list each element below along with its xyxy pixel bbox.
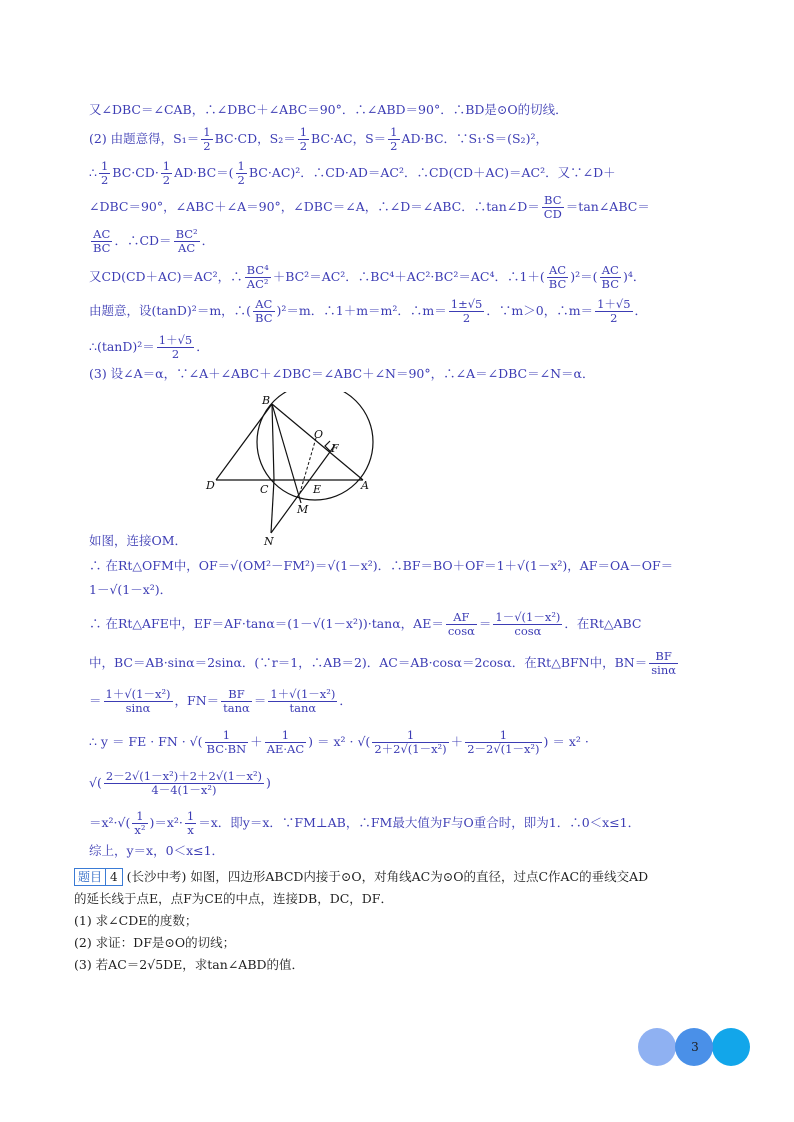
solution-line-12: ∴ 在Rt△AFE中，EF＝AF·tanα＝(1－√(1－x²))·tanα，AE＝ $\frac{AF}{\cos\alpha}$ ＝ $\frac{\text{1－√(1－x²)}}{\cos\alpha}$ ．在Rt△ABC (89, 610, 642, 638)
segment-bm (272, 404, 301, 503)
fraction: $\frac{1}{\text{2－2√(1－x²)}}$ (467, 728, 540, 756)
page-number: 3 (691, 1040, 699, 1054)
solution-line-7: 由题意，设(tanD)²＝m，∴( $\frac{AC}{BC}$ )²＝m．∴1＋m＝m²．∴m＝ $\frac{1\pm√5}{2}$ ．∵m＞0，∴m＝ $\frac{1+√5}{2}$ ． (89, 297, 648, 325)
segment-cn (271, 480, 274, 533)
label-o: O (314, 428, 324, 441)
solution-line-8: ∴(tanD)²＝ $\frac{1+√5}{2}$ ． (89, 333, 209, 361)
solution-line-17: ＝x²·√( $\frac{1}{\text{x²}}$ )＝x²· $\frac{1}{x}$ ＝x．即y＝x．∵FM⊥AB，∴FM最大值为F与O重合时，即为1．∴0＜x≤1． (89, 809, 641, 837)
fraction: $\frac{1}{2}$ (162, 159, 171, 187)
fraction: $\frac{1}{\text{x²}}$ (134, 809, 146, 837)
page-number-block (638, 1028, 750, 1066)
solution-line-6: 又CD(CD＋AC)＝AC²，∴ $\frac{\text{BC⁴}}{\text{AC²}}$ ＋BC²＝AC²．∴BC⁴＋AC²·BC²＝AC⁴．∴1＋( $\frac{AC}{BC}$ )²＝( $\frac{AC}{BC}$ )⁴． (89, 263, 646, 291)
fraction: $\frac{BF}{\sin\alpha}$ (651, 649, 677, 677)
fraction: $\frac{AC}{BC}$ (548, 263, 567, 291)
solution-line-5: $\frac{AC}{BC}$ ．∴CD＝ $\frac{\text{BC²}}{AC}$ ． (93, 227, 215, 255)
problem-question-3: (3) 若AC＝2√5DE，求tan∠ABD的值． (74, 957, 305, 972)
fraction: $\frac{1}{2}$ (100, 159, 109, 187)
geometry-figure (200, 392, 390, 552)
fraction: $\frac{\text{BC²}}{AC}$ (175, 227, 198, 255)
problem-line-1: 题目 4 (长沙中考) 如图，四边形ABCD内接于⊙O，对角线AC为⊙O的直径，过点C作AC的垂线交AD (74, 868, 734, 886)
solution-line-14: ＝ $\frac{\text{1＋√(1－x²)}}{\sin\alpha}$ ，FN＝ $\frac{BF}{\tan\alpha}$ ＝ $\frac{\text{1＋√(1－x²)}}{\tan\alpha}$ ． (89, 687, 352, 715)
label-d: D (206, 479, 215, 492)
fraction: $\frac{\text{1＋√(1－x²)}}{\sin\alpha}$ (105, 687, 171, 715)
label-b: B (262, 394, 271, 407)
fraction: $\frac{BC}{CD}$ (543, 193, 562, 221)
fraction: $\frac{1}{AE\cdot AC}$ (266, 728, 305, 756)
fraction: $\frac{1}{2}$ (299, 125, 308, 153)
solution-line-3: ∴ $\frac{1}{2}$ BC·CD· $\frac{1}{2}$ AD·BC＝( $\frac{1}{2}$ BC·AC)²．∴CD·AD＝AC²．∴CD(CD＋AC)＝AC²．又∵∠D＋ (89, 159, 616, 187)
solution-line-1: 又∠DBC＝∠CAB，∴∠DBC＋∠ABC＝90°．∴∠ABD＝90°．∴BD是⊙O的切线． (89, 102, 568, 117)
label-f: F (331, 442, 339, 455)
solution-line-16: √( $\frac{\text{2－2√(1－x²)＋2＋2√(1－x²)}}{\text{4－4(1－x²)}}$ ) (89, 769, 271, 797)
solution-line-9: (3) 设∠A＝α，∵∠A＋∠ABC＋∠DBC＝∠ABC＋∠N＝90°，∴∠A＝∠DBC＝∠N＝α． (89, 366, 595, 381)
solution-line-13: 中，BC＝AB·sinα＝2sinα．(∵r＝1，∴AB＝2)．AC＝AB·cosα＝2cosα．在Rt△BFN中，BN＝ $\frac{BF}{\sin\alpha}$ (89, 649, 677, 677)
label-c: C (260, 483, 269, 496)
label-a: A (361, 479, 369, 492)
fraction: $\frac{\text{2－2√(1－x²)＋2＋2√(1－x²)}}{\text{4－4(1－x²)}}$ (105, 769, 263, 797)
fraction: $\frac{1+√5}{2}$ (597, 297, 631, 325)
solution-line-4: ∠DBC＝90°，∠ABC＋∠A＝90°，∠DBC＝∠A，∴∠D＝∠ABC．∴tan∠D＝ $\frac{BC}{CD}$ ＝tan∠ABC＝ (89, 193, 650, 221)
fraction: $\frac{\text{1－√(1－x²)}}{\cos\alpha}$ (495, 610, 561, 638)
fraction: $\frac{1\pm√5}{2}$ (450, 297, 483, 325)
fraction: $\frac{1}{\text{2＋2√(1－x²)}}$ (374, 728, 447, 756)
fraction: $\frac{1}{2}$ (390, 125, 398, 153)
problem-question-1: (1) 求∠CDE的度数； (74, 913, 198, 928)
fraction: $\frac{\text{BC⁴}}{\text{AC²}}$ (246, 263, 269, 291)
segment-bc (272, 404, 274, 480)
solution-line-15: ∴ y ＝ FE · FN · √( $\frac{1}{BC\cdot BN}$ ＋ $\frac{1}{AE\cdot AC}$ ) ＝ x² · √( $\frac{1}{\text{2＋2√(1－x²)}}$ ＋ $\frac{1}{\text{2－2√(1－x²)}}$ ) ＝ x² · (89, 728, 589, 756)
fraction: $\frac{AF}{\cos\alpha}$ (447, 610, 475, 638)
fraction: $\frac{BF}{\tan\alpha}$ (223, 687, 250, 715)
solution-line-11b: 1－√(1－x²)． (89, 582, 173, 597)
fraction: $\frac{1}{x}$ (186, 809, 195, 837)
solution-line-2: (2) 由题意得，S₁＝ $\frac{1}{2}$ BC·CD，S₂＝ $\frac{1}{2}$ BC·AC，S＝ $\frac{1}{2}$ AD·BC．∵S₁·S＝(S₂)²， (89, 125, 548, 153)
fraction: $\frac{AC}{BC}$ (255, 297, 273, 325)
label-n: N (264, 535, 274, 548)
fraction: $\frac{1}{2}$ (203, 125, 211, 153)
fraction: $\frac{1+√5}{2}$ (158, 333, 193, 361)
solution-line-18: 综上，y＝x，0＜x≤1． (89, 843, 225, 858)
label-e: E (313, 483, 322, 496)
fraction: $\frac{AC}{BC}$ (601, 263, 619, 291)
fraction: $\frac{1}{2}$ (237, 159, 245, 187)
solution-line-11a: ∴ 在Rt△OFM中，OF＝√(OM²－FM²)＝√(1－x²)．∴BF＝BO＋OF＝1＋√(1－x²)，AF＝OA－OF＝ (89, 558, 674, 573)
label-m: M (297, 503, 309, 516)
page-circle-right (712, 1028, 750, 1066)
problem-question-2: (2) 求证：DF是⊙O的切线； (74, 935, 236, 950)
problem-tag: 题目 (74, 868, 106, 886)
page-circle-left (638, 1028, 676, 1066)
problem-number: 4 (106, 868, 123, 886)
problem-line-2: 的延长线于点E，点F为CE的中点，连接DB，DC，DF． (74, 891, 393, 906)
fraction: $\frac{1}{BC\cdot BN}$ (206, 728, 247, 756)
solution-line-10: 如图，连接OM． (89, 533, 188, 548)
fraction: $\frac{AC}{BC}$ (93, 227, 111, 255)
fraction: $\frac{\text{1＋√(1－x²)}}{\tan\alpha}$ (270, 687, 336, 715)
